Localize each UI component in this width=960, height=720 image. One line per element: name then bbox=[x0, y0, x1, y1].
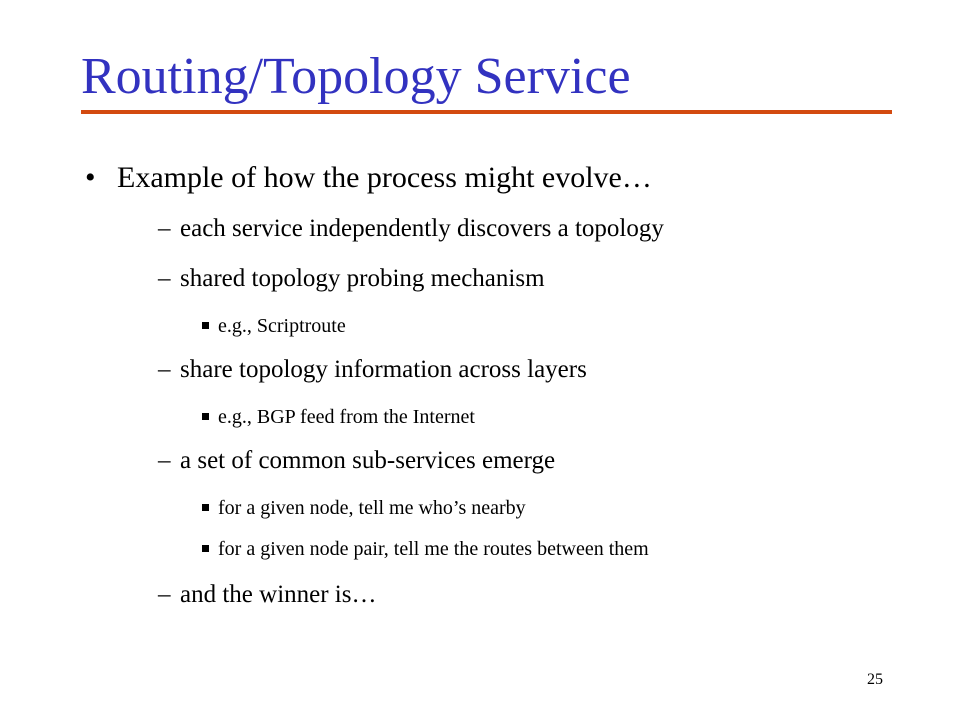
subpoint-item bbox=[158, 214, 664, 244]
subpoint-text: shared topology probing mechanism bbox=[180, 265, 545, 292]
subsubpoint-text: e.g., BGP feed from the Internet bbox=[218, 406, 475, 428]
subpoint-item bbox=[158, 580, 376, 610]
square-bullet-icon bbox=[202, 314, 218, 338]
square-bullet-icon bbox=[202, 537, 218, 561]
subsubpoint-text: for a given node, tell me who’s nearby bbox=[218, 497, 526, 519]
subpoint-item bbox=[158, 446, 555, 476]
slide-title: Routing/Topology Service bbox=[81, 48, 631, 105]
subsubpoint-text: e.g., Scriptroute bbox=[218, 315, 346, 337]
subpoint-item bbox=[158, 264, 545, 294]
bullet-text: Example of how the process might evolve… bbox=[117, 161, 652, 194]
subsubpoint-item bbox=[202, 537, 649, 561]
page-number: 25 bbox=[867, 671, 883, 688]
subpoint-text: share topology information across layers bbox=[180, 356, 587, 383]
dash-marker: – bbox=[158, 356, 171, 383]
subsubpoint-item bbox=[202, 314, 346, 338]
title-underline bbox=[81, 110, 892, 114]
dash-marker: – bbox=[158, 447, 171, 474]
subsubpoint-text: for a given node pair, tell me the routes between them bbox=[218, 538, 649, 560]
subsubpoint-item bbox=[202, 405, 475, 429]
bullet-item bbox=[85, 160, 652, 196]
square-bullet-icon bbox=[202, 496, 218, 520]
dash-marker: – bbox=[158, 581, 171, 608]
bullet-marker: • bbox=[85, 161, 96, 194]
dash-marker: – bbox=[158, 215, 171, 242]
subpoint-text: a set of common sub-services emerge bbox=[180, 447, 556, 474]
dash-marker: – bbox=[158, 265, 171, 292]
subsubpoint-item bbox=[202, 496, 526, 520]
subpoint-item bbox=[158, 355, 587, 385]
subpoint-text: each service independently discovers a topology bbox=[180, 215, 664, 242]
square-bullet-icon bbox=[202, 405, 218, 429]
subpoint-text: and the winner is… bbox=[180, 581, 377, 608]
